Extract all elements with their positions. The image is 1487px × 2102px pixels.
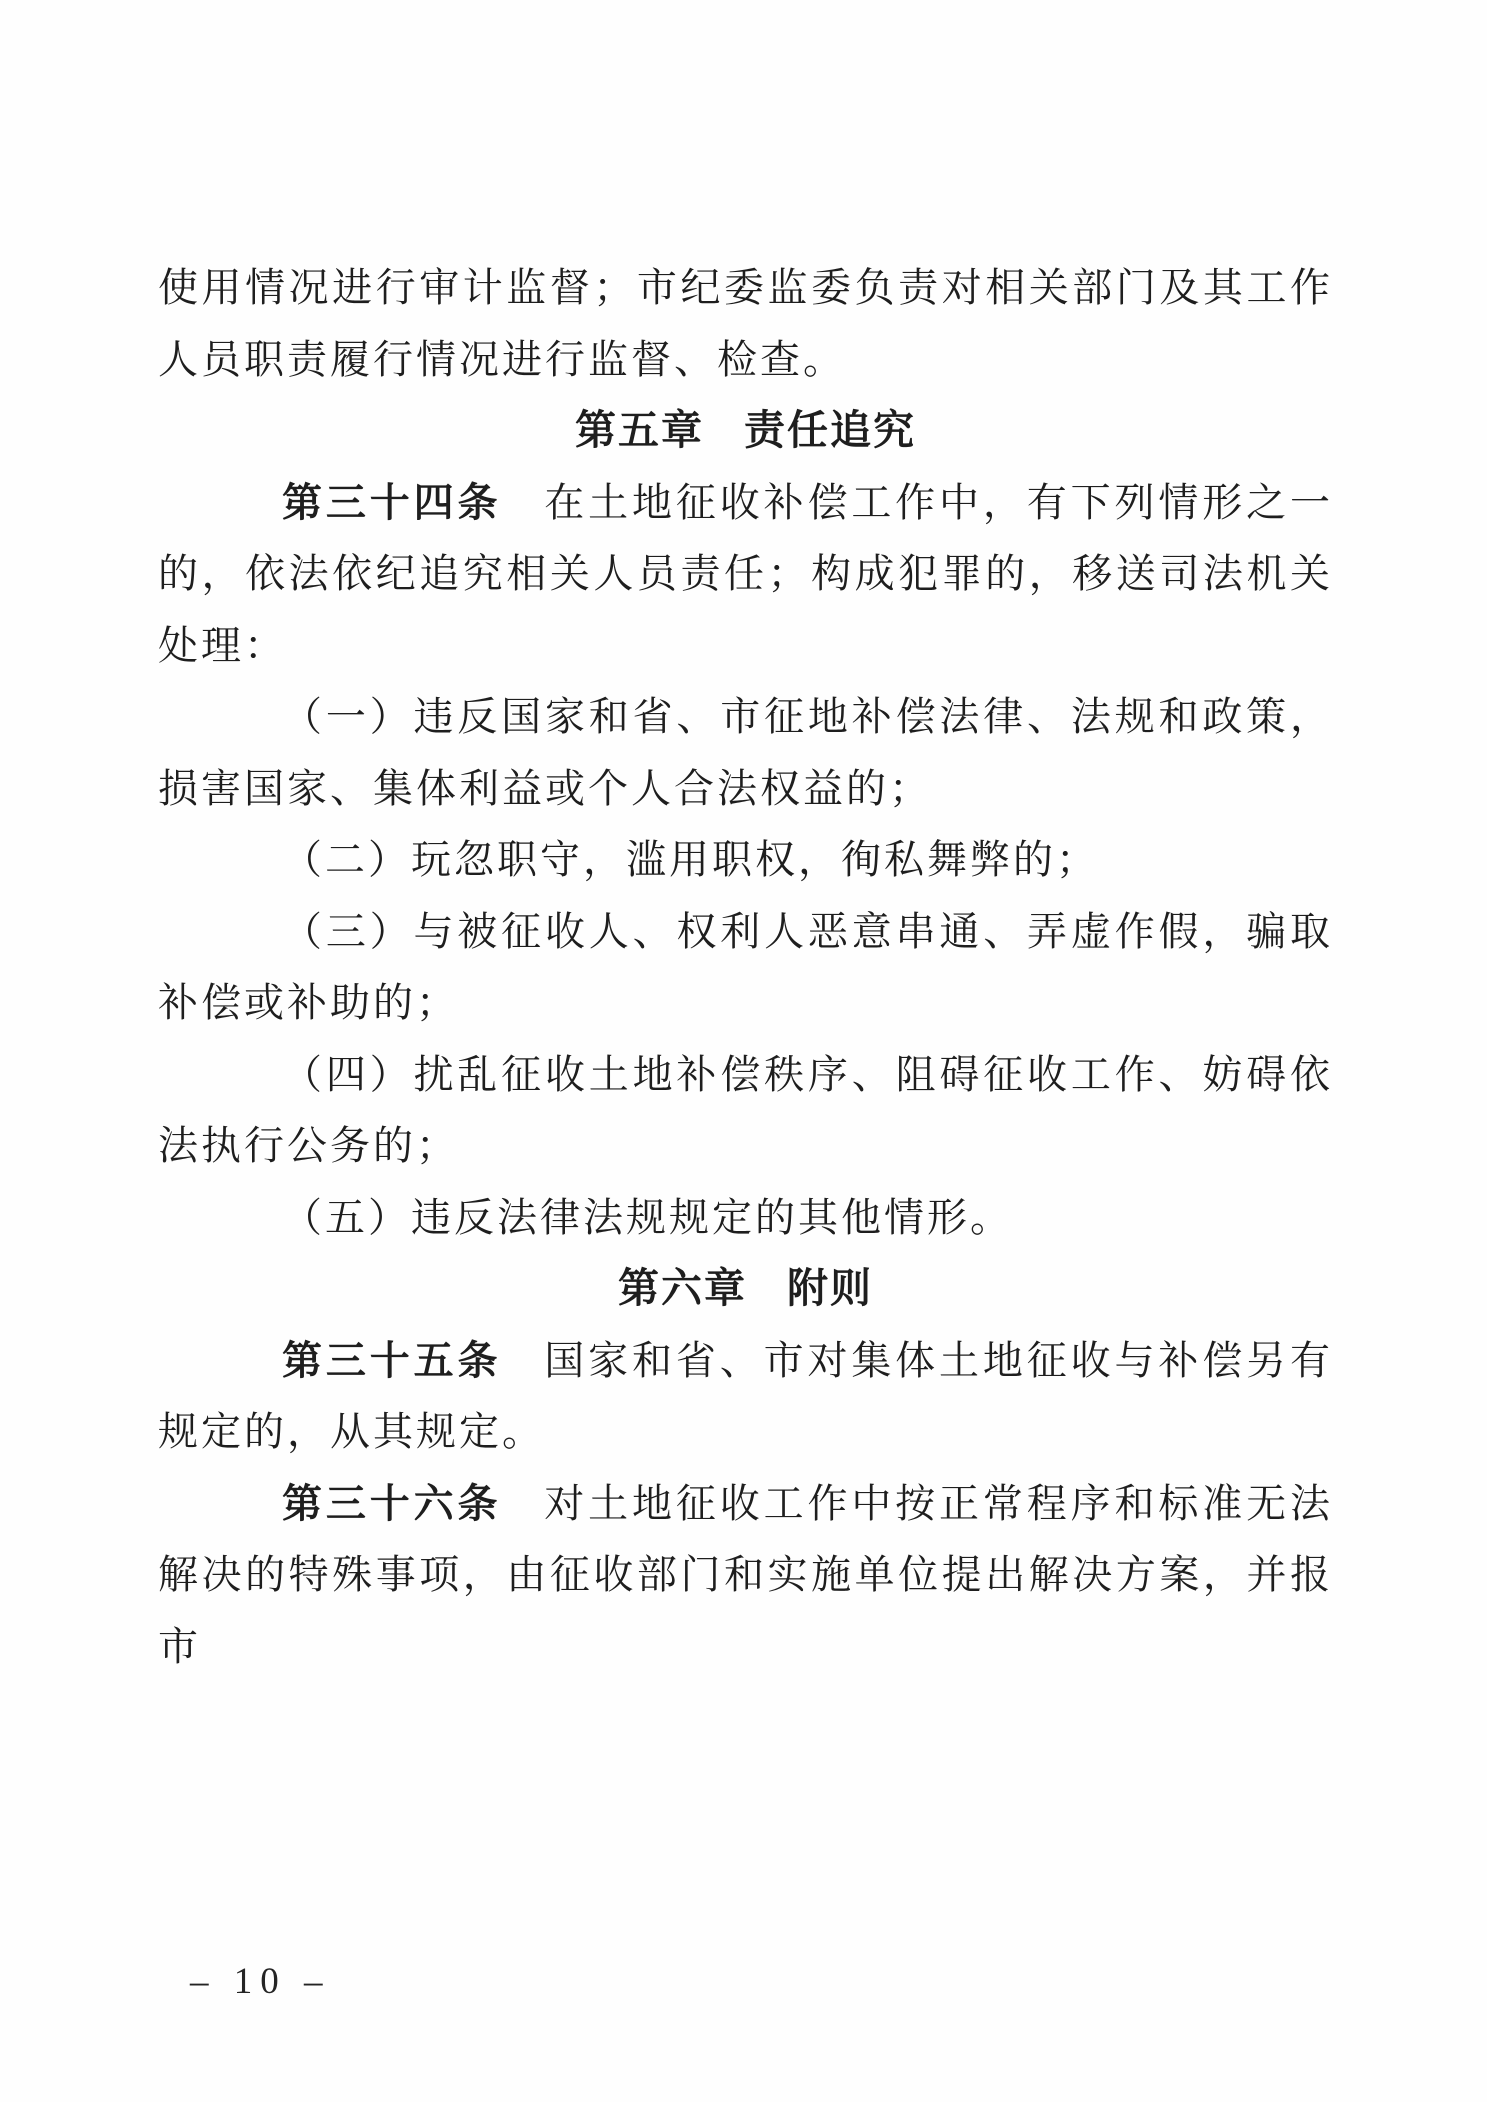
article-34-term: 第三十四条 xyxy=(282,479,502,525)
page-number: – 10 – xyxy=(190,1961,331,2002)
chapter-5-heading xyxy=(158,395,1333,467)
article-36-paragraph xyxy=(158,1468,1333,1683)
article-34-item-4: （四）扰乱征收土地补偿秩序、阻碍征收工作、妨碍依法执行公务的； xyxy=(158,1051,1333,1168)
article-34-item-2: （二）玩忽职守，滥用职权，徇私舞弊的； xyxy=(282,837,1099,882)
article-35-text: 国家和省、市对集体土地征收与补偿另有规定的，从其规定。 xyxy=(158,1337,1334,1454)
article-34-item-1: （一）违反国家和省、市征地补偿法律、法规和政策，损害国家、集体利益或个人合法权益的； xyxy=(158,694,1333,811)
article-35-term: 第三十五条 xyxy=(282,1337,502,1383)
chapter-5-heading-title: 责任追究 xyxy=(744,407,916,453)
chapter-6-heading-number: 第六章 xyxy=(618,1265,747,1311)
chapter-5-heading-number: 第五章 xyxy=(575,407,704,453)
chapter-6-heading-title: 附则 xyxy=(787,1265,873,1311)
article-34-item-5: （五）违反法律法规规定的其他情形。 xyxy=(282,1194,1013,1240)
continuation-paragraph: 使用情况进行审计监督；市纪委监委负责对相关部门及其工作人员职责履行情况进行监督、检查。 xyxy=(158,265,1333,382)
article-35-paragraph xyxy=(158,1325,1333,1468)
article-34-paragraph xyxy=(158,467,1333,682)
document-body xyxy=(158,252,1333,1682)
article-36-term: 第三十六条 xyxy=(282,1480,502,1526)
article-34-text: 在土地征收补偿工作中，有下列情形之一的，依法依纪追究相关人员责任；构成犯罪的，移送司法机关处理： xyxy=(158,479,1334,668)
article-36-text: 对土地征收工作中按正常程序和标准无法解决的特殊事项，由征收部门和实施单位提出解决方案，并报市 xyxy=(158,1480,1334,1669)
article-34-item-3: （三）与被征收人、权利人恶意串通、弄虚作假，骗取补偿或补助的； xyxy=(158,908,1333,1025)
chapter-6-heading xyxy=(158,1253,1333,1325)
